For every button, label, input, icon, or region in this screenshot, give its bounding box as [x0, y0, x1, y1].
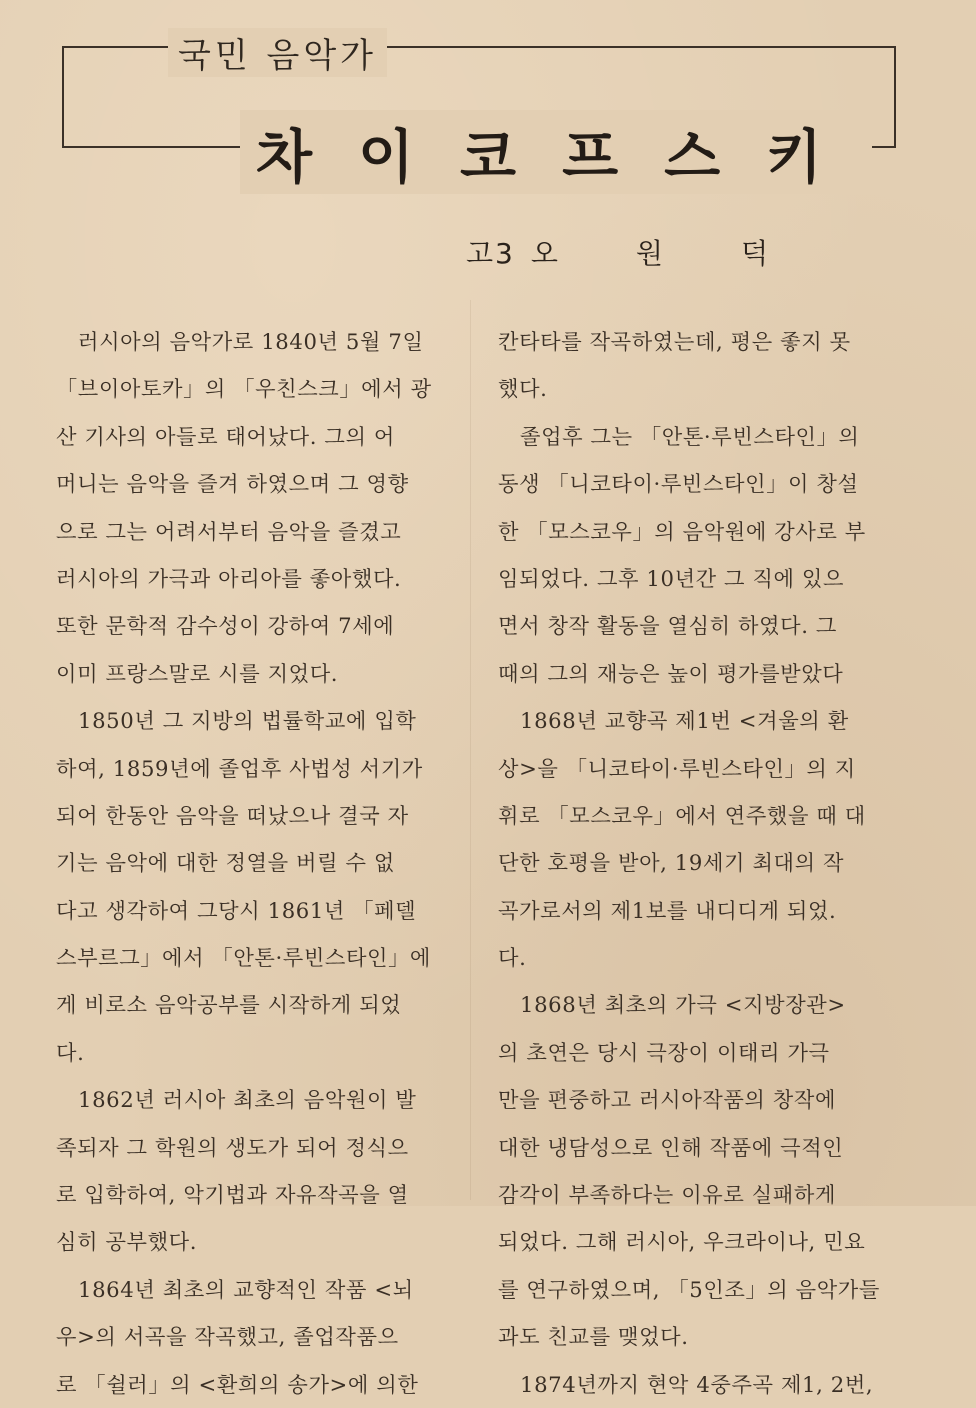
frame-right-vertical — [894, 46, 896, 148]
article-title: 차이코프스키 — [240, 110, 872, 194]
text-line: 다고 생각하여 그당시 1861년 「페델 — [56, 897, 417, 923]
header-kicker: 국민 음악가 — [168, 28, 387, 77]
text-line: 감각이 부족하다는 이유로 실패하게 — [498, 1182, 837, 1208]
left-column — [56, 318, 454, 1408]
right-column — [498, 318, 896, 1408]
text-line: 한 「모스코우」의 음악원에 강사로 부 — [498, 518, 866, 544]
text-line: 하여, 1859년에 졸업후 사법성 서기가 — [56, 755, 423, 781]
text-line: 다. — [498, 945, 527, 971]
text-line: 러시아의 음악가로 1840년 5월 7일 — [78, 329, 424, 354]
text-line: 산 기사의 아들로 태어났다. 그의 어 — [56, 423, 395, 449]
text-line: 심히 공부했다. — [56, 1229, 198, 1255]
text-line: 단한 호평을 받아, 19세기 최대의 작 — [498, 850, 845, 876]
frame-bottom-left-line — [62, 146, 252, 148]
text-line: 면서 창작 활동을 열심히 하였다. 그 — [498, 613, 837, 639]
text-line: 했다. — [498, 376, 548, 402]
text-line: 으로 그는 어려서부터 음악을 즐겼고 — [56, 518, 402, 544]
text-line: 임되었다. 그후 10년간 그 직에 있으 — [498, 565, 845, 591]
text-line: 졸업후 그는 「안톤·루빈스타인」의 — [520, 423, 860, 449]
text-line: 1874년까지 현악 4중주곡 제1, 2번, — [520, 1371, 874, 1397]
text-line: 게 비로소 음악공부를 시작하게 되었 — [56, 992, 402, 1018]
text-line: 1862년 러시아 최초의 음악원이 발 — [78, 1087, 417, 1113]
text-line: 또한 문학적 감수성이 강하여 7세에 — [56, 613, 395, 639]
text-line: 의 초연은 당시 극장이 이태리 가극 — [498, 1039, 830, 1065]
text-line: 1868년 최초의 가극 <지방장관> — [520, 992, 846, 1018]
text-line: 1868년 교향곡 제1번 <겨울의 환 — [520, 708, 849, 734]
text-line: 곡가로서의 제1보를 내디디게 되었. — [498, 897, 837, 923]
text-line: 상>을 「니코타이·루빈스타인」의 지 — [498, 755, 856, 781]
text-line: 칸타타를 작곡하였는데, 평은 좋지 못 — [498, 329, 851, 354]
byline-author: 오원덕 — [530, 237, 847, 270]
text-line: 머니는 음악을 즐겨 하였으며 그 영향 — [56, 471, 409, 497]
page-crease — [470, 300, 471, 1200]
text-line: 동생 「니코타이·루빈스타인」이 창설 — [498, 471, 859, 497]
text-line: 1850년 그 지방의 법률학교에 입학 — [78, 708, 417, 734]
text-line: 대한 냉담성으로 인해 작품에 극적인 — [498, 1134, 844, 1160]
text-line: 우>의 서곡을 작곡했고, 졸업작품으 — [56, 1324, 399, 1350]
text-line: 1864년 최초의 교향적인 작품 <뇌 — [78, 1276, 414, 1302]
text-line: 만을 편중하고 러시아작품의 창작에 — [498, 1087, 837, 1113]
text-line: 과도 친교를 맺었다. — [498, 1324, 689, 1350]
text-line: 로 입학하여, 악기법과 자유작곡을 열 — [56, 1182, 409, 1208]
text-line: 휘로 「모스코우」에서 연주했을 때 대 — [498, 802, 866, 828]
text-line: 스부르그」에서 「안톤·루빈스타인」에 — [56, 945, 431, 971]
text-line: 때의 그의 재능은 높이 평가를받았다 — [498, 660, 844, 686]
text-line: 「브이아토카」의 「우친스크」에서 광 — [56, 376, 432, 402]
byline — [466, 232, 846, 272]
frame-left-vertical — [62, 46, 64, 148]
text-line: 다. — [56, 1039, 85, 1065]
text-line: 를 연구하였으며, 「5인조」의 음악가들 — [498, 1276, 880, 1302]
text-line: 족되자 그 학원의 생도가 되어 정식으 — [56, 1134, 409, 1160]
text-line: 되어 한동안 음악을 떠났으나 결국 자 — [56, 802, 409, 828]
text-line: 러시아의 가극과 아리아를 좋아했다. — [56, 565, 402, 591]
text-line: 되었다. 그해 러시아, 우크라이나, 민요 — [498, 1229, 866, 1255]
text-line: 로 「쉴러」의 <환희의 송가>에 의한 — [56, 1371, 419, 1397]
text-line: 이미 프랑스말로 시를 지었다. — [56, 660, 339, 686]
byline-grade: 고3 — [466, 237, 515, 270]
text-line: 기는 음악에 대한 정열을 버릴 수 없 — [56, 850, 395, 876]
